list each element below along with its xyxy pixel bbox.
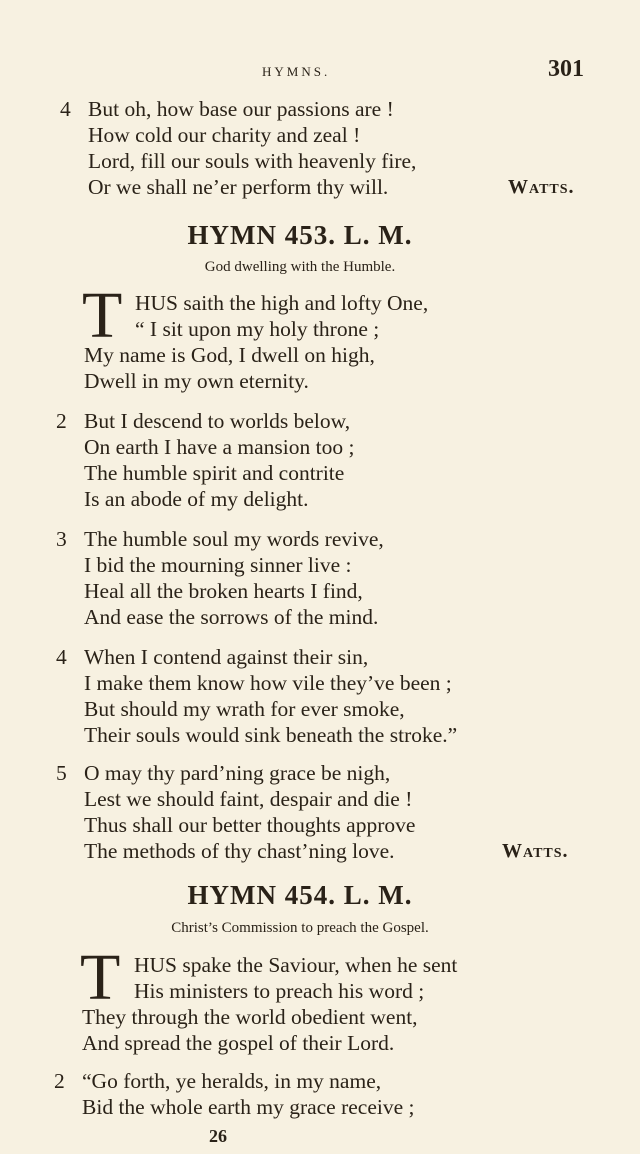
verse-line: And ease the sorrows of the mind. bbox=[84, 605, 379, 629]
verse-line: Lord, fill our souls with heavenly fire, bbox=[88, 149, 417, 173]
verse-line: My name is God, I dwell on high, bbox=[84, 343, 375, 367]
verse-line: Is an abode of my delight. bbox=[84, 487, 309, 511]
hymn-subtitle: God dwelling with the Humble. bbox=[204, 259, 396, 275]
verse-line: But oh, how base our passions are ! bbox=[88, 97, 394, 121]
verse-line: Or we shall ne’er perform thy will. bbox=[88, 175, 389, 199]
verse-line: Lest we should faint, despair and die ! bbox=[84, 787, 413, 811]
verse-line: And spread the gospel of their Lord. bbox=[82, 1031, 395, 1055]
verse-line: Heal all the broken hearts I find, bbox=[84, 579, 363, 603]
verse-line: How cold our charity and zeal ! bbox=[88, 123, 361, 147]
running-title: HYMNS. bbox=[262, 64, 331, 79]
verse-line: When I contend against their sin, bbox=[84, 645, 369, 669]
hymn-title: HYMN 453. L. M. bbox=[187, 220, 413, 250]
verse-line: Their souls would sink beneath the stroke.” bbox=[84, 723, 458, 747]
stanza-number: 2 bbox=[54, 1069, 65, 1093]
hymn-subtitle: Christ’s Commission to preach the Gospel. bbox=[171, 920, 429, 936]
author-attribution: Watts. bbox=[502, 840, 569, 862]
verse-line: Thus shall our better thoughts approve bbox=[84, 813, 416, 837]
verse-line: On earth I have a mansion too ; bbox=[84, 435, 355, 459]
running-head bbox=[0, 58, 640, 84]
hymn-title: HYMN 454. L. M. bbox=[187, 880, 413, 910]
stanza-number: 4 bbox=[56, 645, 67, 669]
verse-line: I make them know how vile they’ve been ; bbox=[84, 671, 452, 695]
verse-line: The humble spirit and contrite bbox=[84, 461, 345, 485]
verse-line: “Go forth, ye heralds, in my name, bbox=[82, 1069, 382, 1093]
verse-line: Dwell in my own eternity. bbox=[84, 369, 309, 393]
verse-line: HUS saith the high and lofty One, bbox=[135, 291, 429, 315]
verse-line: His ministers to preach his word ; bbox=[134, 979, 425, 1003]
verse-line: “ I sit upon my holy throne ; bbox=[135, 317, 380, 341]
stanza-number: 3 bbox=[56, 527, 67, 551]
author-attribution: Watts. bbox=[508, 176, 575, 198]
verse-line: They through the world obedient went, bbox=[82, 1005, 418, 1029]
drop-cap: T bbox=[82, 279, 123, 352]
verse-line: I bid the mourning sinner live : bbox=[84, 553, 352, 577]
stanza-number: 4 bbox=[60, 97, 71, 121]
page-number: 301 bbox=[548, 56, 584, 82]
drop-cap: T bbox=[80, 941, 121, 1014]
verse-line: But should my wrath for ever smoke, bbox=[84, 697, 405, 721]
stanza-number: 5 bbox=[56, 761, 67, 785]
stanza-number: 2 bbox=[56, 409, 67, 433]
signature-mark: 26 bbox=[209, 1126, 227, 1146]
verse-line: But I descend to worlds below, bbox=[84, 409, 351, 433]
verse-line: Bid the whole earth my grace receive ; bbox=[82, 1095, 415, 1119]
verse-line: The humble soul my words revive, bbox=[84, 527, 384, 551]
verse-line: O may thy pard’ning grace be nigh, bbox=[84, 761, 391, 785]
verse-line: HUS spake the Saviour, when he sent bbox=[134, 953, 458, 977]
verse-line: The methods of thy chast’ning love. bbox=[84, 839, 395, 863]
